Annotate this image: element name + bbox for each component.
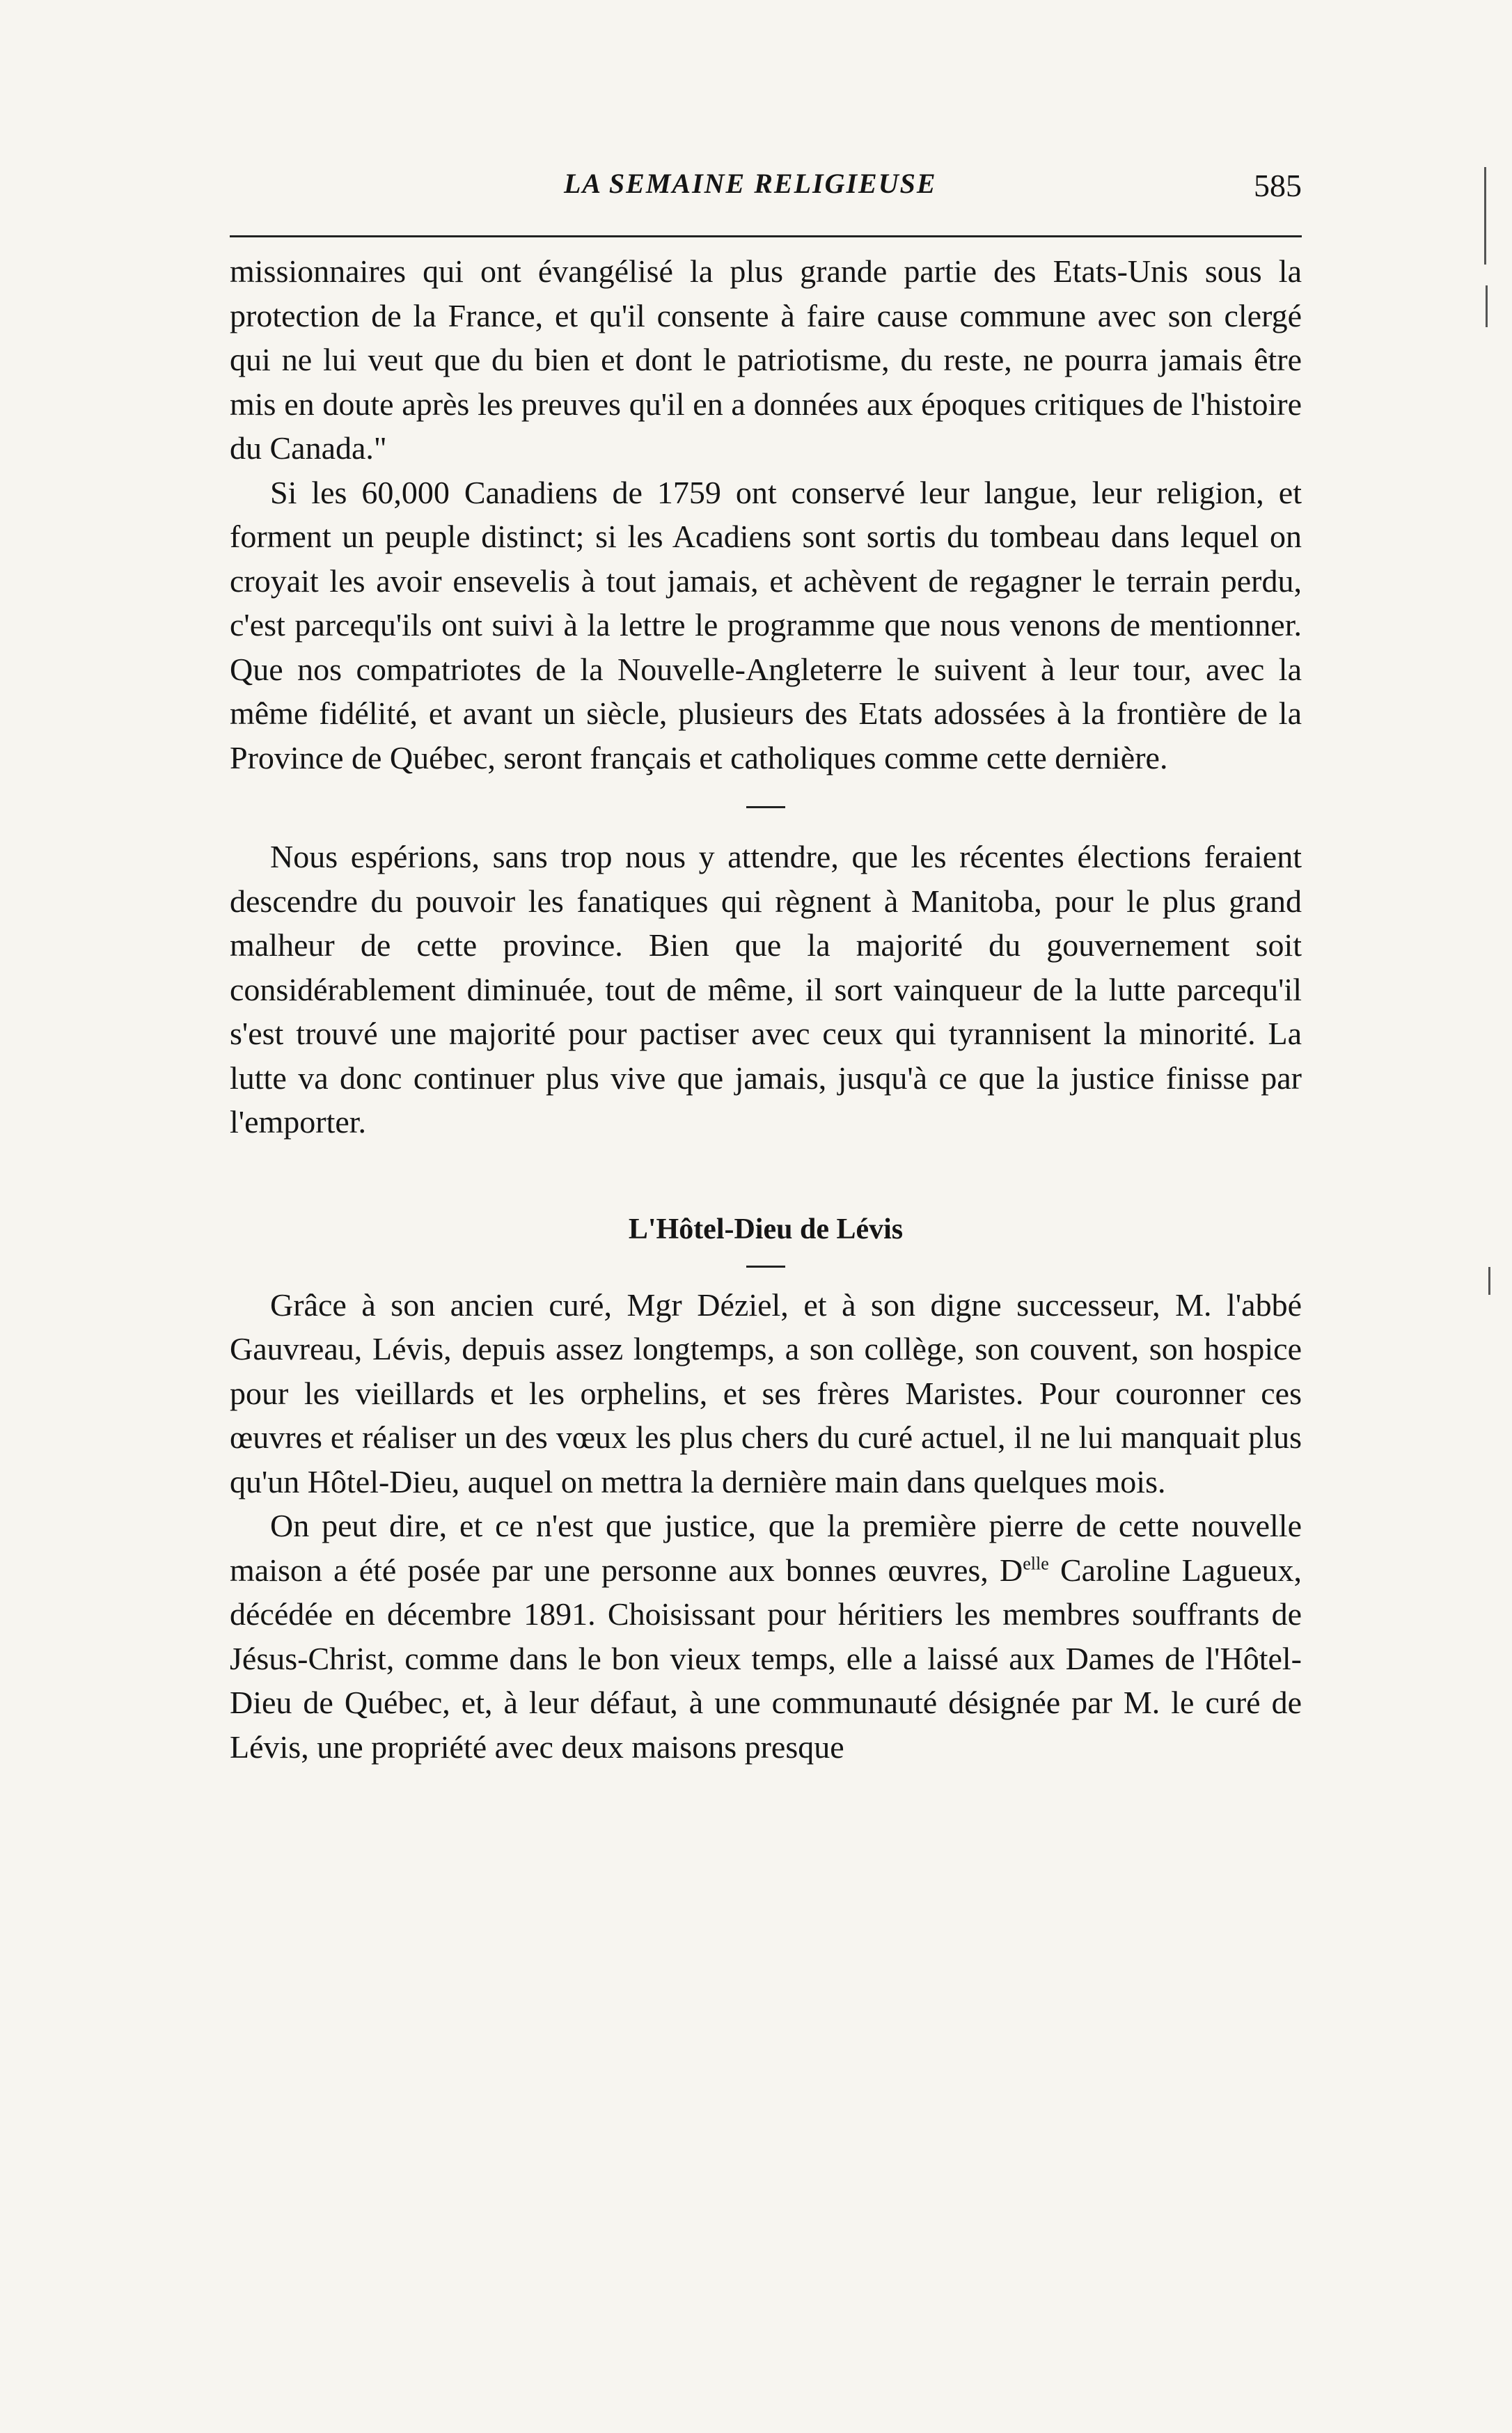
superscript: elle — [1023, 1553, 1049, 1574]
text-run: Caroline Lagueux, décédée en décembre 1891. Choisissant pour héritiers les membres souffrants de Jésus-Christ, comme dans le bon vieux temps, elle a laissé aux Dames de l'Hôtel-Dieu de Québec, et, à leur défaut, à une communauté désignée par M. le curé de Lévis, une propriété avec deux maisons presque — [230, 1552, 1302, 1765]
header-rule — [230, 235, 1302, 237]
separator-rule — [746, 806, 785, 808]
section-title: L'Hôtel-Dieu de Lévis — [628, 1213, 904, 1245]
page-header — [230, 167, 1302, 216]
text-run: On peut dire, et ce n'est que justice, que la première pierre de cette nouvelle maison a été posée par une personne aux bonnes œuvres, D — [230, 1508, 1302, 1588]
paragraph: Si les 60,000 Canadiens de 1759 ont conservé leur langue, leur religion, et forment un peuple distinct; si les Acadiens sont sortis du tombeau dans lequel on croyait les avoir ensevelis à tout jamais, et achèvent de regagner le terrain perdu, c'est parcequ'ils ont suivi à la lettre le programme que nous venons de mentionner. Que nos compatriotes de la Nouvelle-Angleterre le suivent à leur tour, avec la même fidélité, et avant un siècle, plusieurs des Etats adossées à la frontière de la Province de Québec, seront français et catholiques comme cette dernière. — [230, 474, 1302, 775]
paragraph — [230, 1504, 1302, 1769]
page-body — [230, 249, 1302, 1769]
separator-rule — [746, 1266, 785, 1268]
page-number: 585 — [1254, 168, 1302, 203]
paragraph: Grâce à son ancien curé, Mgr Déziel, et à son digne successeur, M. l'abbé Gauvreau, Lévis, depuis assez longtemps, a son collège, son couvent, son hospice pour les vieillards et les orphelins, et ses frères Maristes. Pour couronner ces œuvres et réaliser un des vœux les plus chers du curé actuel, il ne lui manquait plus qu'un Hôtel-Dieu, auquel on mettra la dernière main dans quelques mois. — [230, 1286, 1302, 1499]
paragraph: missionnaires qui ont évangélisé la plus grande partie des Etats-Unis sous la protection de la France, et qu'il consente à faire cause commune avec son clergé qui ne lui veut que du bien et dont le patriotisme, du reste, ne pourra jamais être mis en doute après les preuves qu'il en a données aux époques critiques de l'histoire du Canada." — [230, 253, 1302, 466]
paragraph: Nous espérions, sans trop nous y attendre, que les récentes élections feraient descendre du pouvoir les fanatiques qui règnent à Manitoba, pour le plus grand malheur de cette province. Bien que la majorité du gouvernement soit considérablement diminuée, tout de même, il sort vainqueur de la lutte parcequ'il s'est trouvé une majorité pour pactiser avec ceux qui tyrannisent la minorité. La lutte va donc continuer plus vive que jamais, jusqu'à ce que la justice finisse par l'emporter. — [230, 839, 1302, 1140]
running-title: LA SEMAINE RELIGIEUSE — [564, 168, 937, 199]
scan-edge-marks — [1470, 0, 1512, 2433]
